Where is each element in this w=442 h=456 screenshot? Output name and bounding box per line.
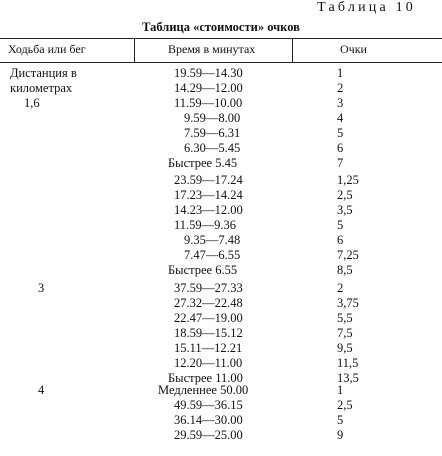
- header-points: Очки: [340, 42, 367, 56]
- points-cell: 11,5: [337, 356, 359, 370]
- time-cell: Быстрее 5.45: [168, 156, 238, 170]
- points-cell: 3: [337, 96, 344, 110]
- time-cell: 29.59—25.00: [174, 428, 243, 442]
- points-cell: 7: [337, 156, 344, 170]
- points-cell: 3,75: [337, 296, 359, 310]
- time-cell: 9.59—8.00: [184, 111, 241, 125]
- time-cell: 6.30—5.45: [184, 141, 241, 155]
- time-cell: Быстрее 6.55: [168, 263, 238, 277]
- table-title: Таблица «стоимости» очков: [142, 20, 300, 34]
- points-cell: 5: [337, 413, 344, 427]
- points-cell: 5: [337, 126, 344, 140]
- points-cell: 2: [337, 81, 344, 95]
- points-cell: 5,5: [337, 311, 353, 325]
- header-divider-2: [292, 38, 293, 62]
- points-cell: 2,5: [337, 188, 353, 202]
- distance-value: 4: [38, 383, 45, 397]
- points-cell: 6: [337, 141, 344, 155]
- time-cell: 14.29—12.00: [174, 81, 243, 95]
- points-cell: 1: [337, 383, 344, 397]
- points-cell: 1: [337, 66, 344, 80]
- time-cell: 17.23—14.24: [174, 188, 243, 202]
- table-number: Таблица 10: [317, 0, 416, 15]
- time-cell: 37.59—27.33: [174, 281, 243, 295]
- points-cell: 7,5: [337, 326, 353, 340]
- header-time: Время в минутах: [168, 42, 256, 56]
- header-top-rule: [0, 38, 442, 39]
- points-cell: 2: [337, 281, 344, 295]
- time-cell: 7.47—6.55: [184, 248, 241, 262]
- time-cell: 7.59—6.31: [184, 126, 241, 140]
- time-cell: 36.14—30.00: [174, 413, 243, 427]
- time-cell: 14.23—12.00: [174, 203, 243, 217]
- time-cell: Медленнее 50.00: [158, 383, 249, 397]
- points-cell: 6: [337, 233, 344, 247]
- distance-value: 1,6: [24, 96, 40, 110]
- points-cell: 1,25: [337, 173, 359, 187]
- time-cell: 49.59—36.15: [174, 398, 243, 412]
- time-cell: 18.59—15.12: [174, 326, 243, 340]
- category-label-line1: Дистанция в: [10, 66, 77, 80]
- points-cell: 3,5: [337, 203, 353, 217]
- time-cell: 9.35—7.48: [184, 233, 241, 247]
- points-cell: 13,5: [337, 371, 359, 385]
- time-cell: 15.11—12.21: [174, 341, 243, 355]
- points-cell: 5: [337, 218, 344, 232]
- points-cell: 4: [337, 111, 344, 125]
- time-cell: 22.47—19.00: [174, 311, 243, 325]
- category-label-line2: километрах: [10, 81, 73, 95]
- time-cell: 19.59—14.30: [174, 66, 243, 80]
- distance-value: 3: [38, 281, 45, 295]
- points-cell: 2,5: [337, 398, 353, 412]
- time-cell: 11.59—10.00: [174, 96, 243, 110]
- header-walk-run: Ходьба или бег: [8, 42, 86, 56]
- time-cell: Быстрее 11.00: [168, 371, 243, 385]
- time-cell: 27.32—22.48: [174, 296, 243, 310]
- points-cell: 8,5: [337, 263, 353, 277]
- points-cell: 9,5: [337, 341, 353, 355]
- points-cell: 7,25: [337, 248, 359, 262]
- time-cell: 12.20—11.00: [174, 356, 243, 370]
- time-cell: 23.59—17.24: [174, 173, 243, 187]
- points-cell: 9: [337, 428, 344, 442]
- time-cell: 11.59—9.36: [174, 218, 237, 232]
- header-divider-1: [134, 38, 135, 62]
- header-bottom-rule: [0, 62, 442, 63]
